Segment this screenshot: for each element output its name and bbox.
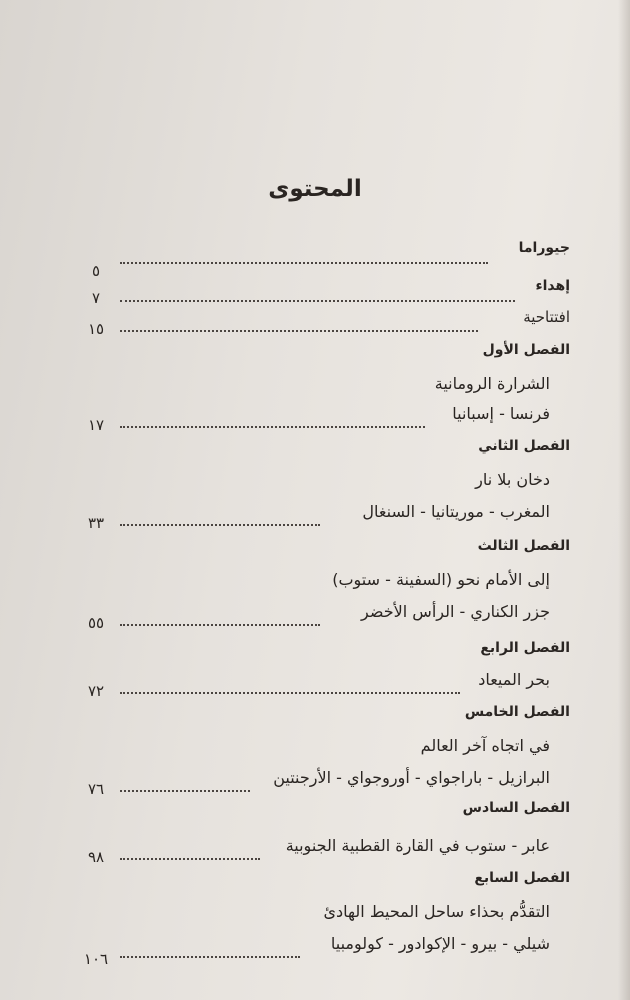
toc-entry-page: ٧٦: [87, 780, 105, 798]
toc-chapter-3-places[interactable]: [70, 602, 570, 632]
dotted-leader: [120, 790, 250, 792]
toc-entry-page: ٧٢: [87, 682, 105, 700]
toc-entry-label: فرنسا - إسبانيا: [452, 404, 550, 423]
toc-entry-label: الشرارة الرومانية: [434, 374, 550, 393]
toc-entry-label: التقدُّم بحذاء ساحل المحيط الهادئ: [323, 902, 550, 921]
toc-chapter-5-title: [70, 736, 570, 766]
toc-chapter-2[interactable]: [70, 438, 570, 468]
toc-entry-dedication[interactable]: [70, 278, 570, 308]
toc-entry-page: ١٧: [87, 416, 105, 434]
toc-chapter-5-places[interactable]: [70, 768, 570, 798]
toc-entry-page: ٥٥: [87, 614, 105, 632]
page-title: المحتوى: [268, 176, 362, 202]
toc-chapter-6-title[interactable]: [70, 836, 570, 866]
toc-entry-label: افتتاحية: [523, 308, 570, 326]
toc-chapter-7[interactable]: [70, 870, 570, 900]
toc-chapter-label: الفصل الخامس: [464, 704, 570, 720]
dotted-leader: [120, 858, 260, 860]
toc-entry-page: ٥: [91, 262, 101, 280]
dotted-leader: [120, 300, 515, 302]
toc-chapter-label: الفصل الرابع: [480, 640, 570, 656]
toc-chapter-4-title[interactable]: [70, 670, 570, 700]
dotted-leader: [120, 692, 460, 694]
toc-chapter-1[interactable]: [70, 342, 570, 372]
toc-entry-label: دخان بلا نار: [475, 470, 550, 489]
toc-entry-page: ٣٣: [87, 514, 105, 532]
toc-chapter-4[interactable]: [70, 640, 570, 670]
toc-entry-page: ١٥: [87, 320, 105, 338]
toc-entry-label: إلى الأمام نحو (السفينة - ستوب): [332, 570, 550, 589]
dotted-leader: [120, 330, 478, 332]
toc-chapter-7-title: [70, 902, 570, 932]
toc-entry-label: جيوراما: [518, 240, 570, 256]
dotted-leader: [120, 624, 320, 626]
toc-entry-page: ١٠٦: [83, 950, 109, 968]
toc-chapter-label: الفصل الثاني: [478, 438, 570, 454]
toc-entry-label: شيلي - بيرو - الإكوادور - كولومبيا: [330, 934, 550, 953]
toc-entry-label: في اتجاه آخر العالم: [420, 736, 550, 755]
toc-entry-label: جزر الكناري - الرأس الأخضر: [361, 602, 550, 621]
toc-chapter-label: الفصل الثالث: [477, 538, 570, 554]
toc-chapter-7-places[interactable]: [70, 934, 570, 968]
toc-chapter-1-title: [70, 374, 570, 404]
dotted-leader: [120, 426, 425, 428]
toc-entry-label: إهداء: [535, 278, 570, 294]
toc-entry-label: بحر الميعاد: [478, 670, 550, 689]
toc-chapter-label: الفصل السابع: [474, 870, 570, 886]
toc-entry-label: عابر - ستوب في القارة القطبية الجنوبية: [285, 836, 550, 855]
toc-chapter-2-title: [70, 470, 570, 500]
toc-entry-page: ٩٨: [87, 848, 105, 866]
toc-chapter-1-places[interactable]: [70, 404, 570, 434]
dotted-leader: [120, 524, 320, 526]
toc-chapter-2-places[interactable]: [70, 502, 570, 532]
toc-chapter-6[interactable]: [70, 800, 570, 830]
toc-entry-opening[interactable]: [70, 308, 570, 338]
toc-entry-page: ٧: [91, 289, 101, 307]
toc-chapter-3[interactable]: [70, 538, 570, 568]
dotted-leader: [120, 956, 300, 958]
toc-entry-label: البرازيل - باراجواي - أوروجواي - الأرجنتين: [273, 768, 550, 787]
toc-chapter-label: الفصل الأول: [482, 342, 570, 358]
toc-chapter-label: الفصل السادس: [462, 800, 570, 816]
toc-chapter-3-title: [70, 570, 570, 600]
toc-chapter-5[interactable]: [70, 704, 570, 734]
toc-entry-label: المغرب - موريتانيا - السنغال: [362, 502, 550, 521]
